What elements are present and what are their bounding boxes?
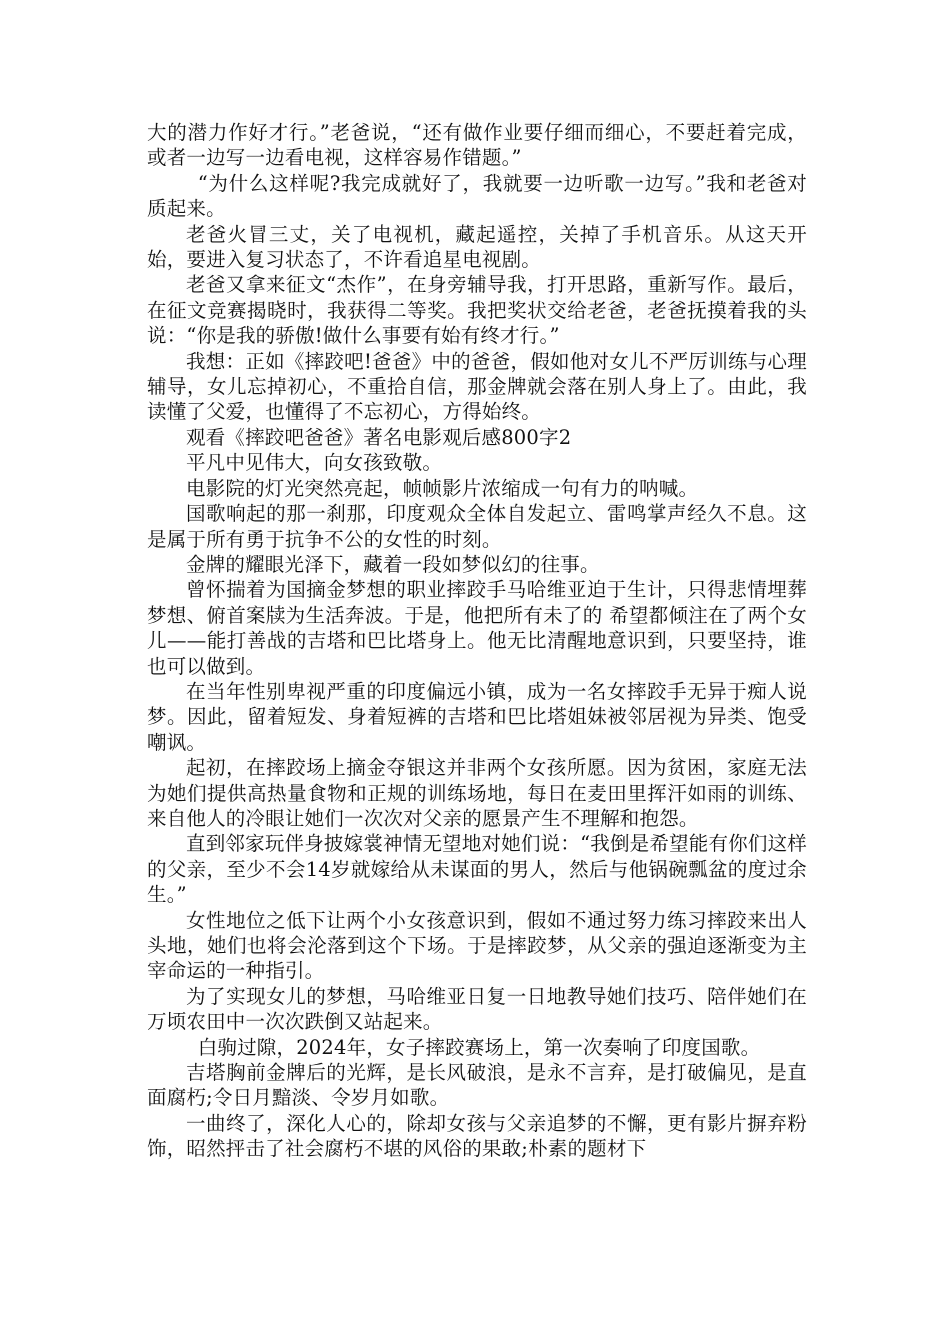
paragraph: 平凡中见伟大，向女孩致敬。 [186,451,443,475]
paragraph: 直到邻家玩伴身披嫁裳神情无望地对她们说：“我倒是希望能有你们这样的父亲，至少不会14岁就嫁给从未谋面的男人，然后与他锅碗瓢盆的度过余生。” [147,832,807,907]
paragraph: 我想：正如《摔跤吧!爸爸》中的爸爸，假如他对女儿不严厉训练与心理辅导，女儿忘掉初心，不重拾自信，那金牌就会落在别人身上了。由此，我读懂了父爱，也懂得了不忘初心，方得始终。 [147,349,807,424]
paragraph: 女性地位之低下让两个小女孩意识到，假如不通过努力练习摔跤来出人头地，她们也将会沦落到这个下场。于是摔跤梦，从父亲的强迫逐渐变为主宰命运的一种指引。 [147,908,807,983]
paragraph: “为什么这样呢?我完成就好了，我就要一边听歌一边写。”我和老爸对质起来。 [147,171,807,221]
paragraph: 起初，在摔跤场上摘金夺银这并非两个女孩所愿。因为贫困，家庭无法为她们提供高热量食物和正规的训练场地，每日在麦田里挥汗如雨的训练、来自他人的冷眼让她们一次次对父亲的愿景产生不理解和抱怨。 [147,756,807,830]
paragraph: 一曲终了，深化人心的，除却女孩与父亲追梦的不懈，更有影片摒弃粉饰，昭然抨击了社会腐朽不堪的风俗的果敢;朴素的题材下 [147,1111,807,1161]
paragraph: 吉塔胸前金牌后的光辉，是长风破浪，是永不言弃，是打破偏见，是直面腐朽;令日月黯淡、令岁月如歌。 [147,1061,807,1110]
section-heading: 观看《摔跤吧爸爸》著名电影观后感800字2 [186,425,572,449]
paragraph: 在当年性别卑视严重的印度偏远小镇，成为一名女摔跤手无异于痴人说梦。因此，留着短发、身着短裤的吉塔和巴比塔姐妹被邻居视为异类、饱受嘲讽。 [147,679,807,754]
document-body [147,120,807,1162]
paragraph: 为了实现女儿的梦想，马哈维亚日复一日地教导她们技巧、陪伴她们在万顷农田中一次次跌倒又站起来。 [147,984,807,1034]
paragraph: 金牌的耀眼光泽下，藏着一段如梦似幻的往事。 [186,552,600,576]
paragraph: 老爸火冒三丈，关了电视机，藏起遥控，关掉了手机音乐。从这天开始，要进入复习状态了，不许看追星电视剧。 [147,222,807,272]
paragraph: 曾怀揣着为国摘金梦想的职业摔跤手马哈维亚迫于生计，只得悲情埋葬梦想、俯首案牍为生活奔波。于是，他把所有未了的 希望都倾注在了两个女儿——能打善战的吉塔和巴比塔身上。他无比清醒地意识到，只要坚持，谁也可以做到。 [147,578,807,678]
paragraph: 白驹过隙，2024年，女子摔跤赛场上，第一次奏响了印度国歌。 [197,1035,761,1059]
paragraph: 电影院的灯光突然亮起，帧帧影片浓缩成一句有力的呐喊。 [186,476,699,500]
paragraph: 大的潜力作好才行。”老爸说，“还有做作业要仔细而细心，不要赶着完成，或者一边写一边看电视，这样容易作错题。” [147,121,807,170]
paragraph: 老爸又拿来征文“杰作”，在身旁辅导我，打开思路，重新写作。最后，在征文竞赛揭晓时，我获得二等奖。我把奖状交给老爸，老爸抚摸着我的头说：“你是我的骄傲!做什么事要有始有终才行。” [147,273,807,348]
paragraph: 国歌响起的那一刹那，印度观众全体自发起立、雷鸣掌声经久不息。这是属于所有勇于抗争不公的女性的时刻。 [147,502,807,551]
